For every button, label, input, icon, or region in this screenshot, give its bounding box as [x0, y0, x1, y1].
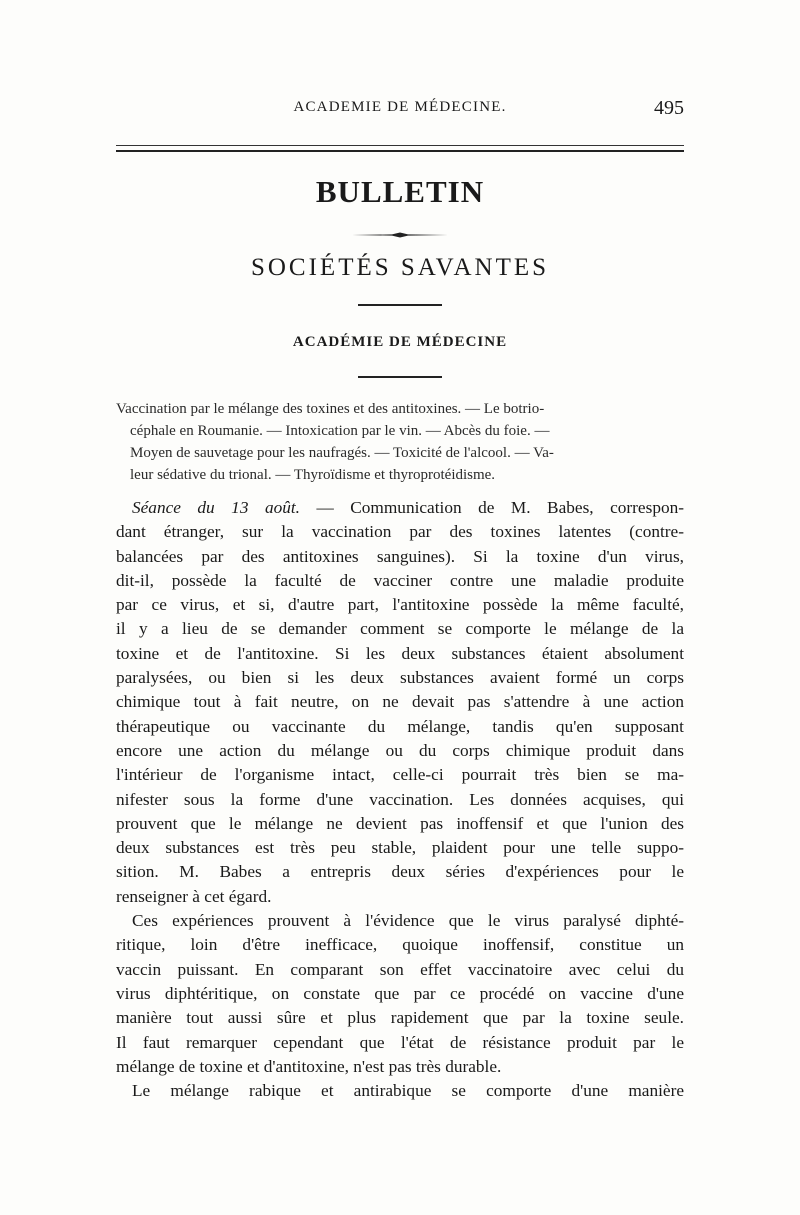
summary-line: leur sédative du trional. — Thyroïdisme et thyroprotéidisme.: [130, 467, 496, 483]
section-heading: ACADÉMIE DE MÉDECINE: [292, 334, 508, 350]
header-rule-thick: [116, 150, 684, 152]
text-line: thérapeutique ou vaccinante du mélange, tandis qu'en supposant: [116, 716, 684, 736]
text-line: paralysées, ou bien si les deux substances avaient formé un corps: [116, 668, 684, 688]
text-line: l'intérieur de l'organisme intact, celle-ci pourrait très bien se ma-: [116, 765, 684, 785]
text-line: nifester sous la forme d'une vaccination. Les données acquises, qui: [116, 789, 684, 809]
text-line: mélange de toxine et d'antitoxine, n'est pas très durable.: [116, 1056, 502, 1076]
text-line: prouvent que le mélange ne devient pas inoffensif et que l'union des: [116, 813, 684, 833]
text-line: encore une action du mélange ou du corps chimique produit dans: [116, 740, 684, 760]
text-line: virus diphtéritique, on constate que par ce procédé on vaccine d'une: [116, 983, 684, 1003]
first-line-text: — Communication de M. Babes, correspon-: [300, 498, 684, 517]
societies-title: SOCIÉTÉS SAVANTES: [250, 254, 550, 281]
header-rule-thin: [116, 145, 684, 146]
seance-label: Séance du 13 août.: [132, 498, 300, 517]
text-line: par ce virus, et si, d'autre part, l'antitoxine possède la même faculté,: [116, 595, 684, 615]
text-line: balancées par des antitoxines sanguines). Si la toxine d'un virus,: [116, 546, 684, 566]
ornament-divider: [352, 232, 448, 238]
summary-line: céphale en Roumanie. — Intoxication par le vin. — Abcès du foie. —: [130, 423, 550, 439]
text-line: Ces expériences prouvent à l'évidence que le virus paralysé diphté-: [132, 911, 684, 931]
text-line: manière tout aussi sûre et plus rapidement que par la toxine seule.: [116, 1008, 684, 1028]
divider-rule: [358, 304, 442, 306]
page-number: 495: [654, 97, 684, 119]
text-line: il y a lieu de se demander comment se comporte le mélange de la: [116, 619, 684, 639]
bulletin-title: BULLETIN: [315, 174, 485, 209]
summary-block: [116, 398, 684, 486]
summary-line: Moyen de sauvetage pour les naufragés. — Toxicité de l'alcool. — Va-: [130, 445, 554, 461]
running-head: [116, 97, 684, 123]
text-line: dit-il, possède la faculté de vacciner contre une maladie produite: [116, 570, 684, 590]
body-text: [116, 496, 684, 1103]
text-line: ritique, loin d'être inefficace, quoique inoffensif, constitue un: [116, 935, 684, 955]
text-line: deux substances est très peu stable, plaident pour une telle suppo-: [116, 838, 684, 858]
paragraph-first-line: [116, 496, 684, 520]
running-head-title: ACADEMIE DE MÉDECINE.: [293, 99, 507, 115]
divider-rule: [358, 376, 442, 378]
text-line: vaccin puissant. En comparant son effet vaccinatoire avec celui du: [116, 959, 684, 979]
summary-line: Vaccination par le mélange des toxines et des antitoxines. — Le botrio-: [116, 401, 545, 417]
text-line: Le mélange rabique et antirabique se comporte d'une manière: [132, 1081, 684, 1101]
text-line: dant étranger, sur la vaccination par des toxines latentes (contre-: [116, 522, 684, 542]
text-line: chimique tout à fait neutre, on ne devait pas s'attendre à une action: [116, 692, 684, 712]
text-line: Il faut remarquer cependant que l'état de résistance produit par le: [116, 1032, 684, 1052]
text-line: toxine et de l'antitoxine. Si les deux substances étaient absolument: [116, 643, 684, 663]
text-line: sition. M. Babes a entrepris deux séries d'expériences pour le: [116, 862, 684, 882]
text-line: renseigner à cet égard.: [116, 886, 272, 906]
